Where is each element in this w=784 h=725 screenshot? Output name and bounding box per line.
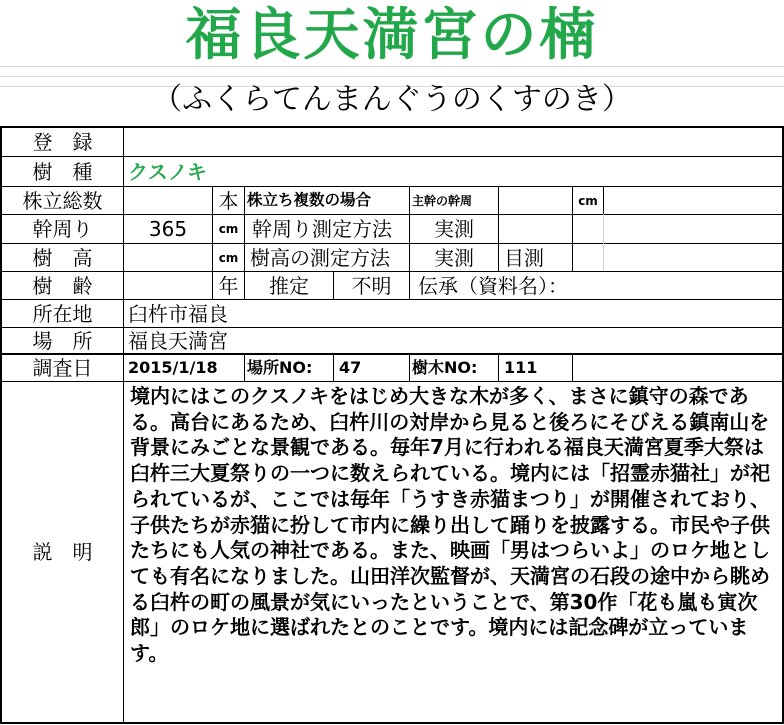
girth-unit: cm [218,222,239,236]
height-unit: cm [218,250,239,265]
tree-no-label: 樹木NO: [412,358,478,377]
label-address: 所在地 [32,301,93,326]
label-girth: 幹周り [32,217,93,241]
place-value[interactable]: 福良天満宮 [128,328,228,353]
page-subtitle: （ふくらてんまんぐうのくすのき） [152,82,632,117]
count-value[interactable] [124,187,212,214]
age-unit: 年 [218,273,239,298]
age-estimate[interactable]: 推定 [269,273,309,298]
label-age: 樹 齢 [32,273,93,298]
address-value[interactable]: 臼杵市福良 [128,301,228,326]
girth-value[interactable]: 365 [148,217,188,241]
main-girth-label: 主幹の幹周 [412,193,473,208]
height-method-label: 樹高の測定方法 [250,245,390,270]
count-unit: 本 [218,188,239,213]
label-description: 説 明 [32,540,93,564]
tree-no-value[interactable]: 111 [504,358,538,377]
girth-method-value[interactable]: 実測 [434,217,474,241]
height-method-estimated[interactable]: 目測 [504,245,544,270]
species-value[interactable]: クスノキ [128,159,207,184]
multi-stem-label: 株立ち複数の場合 [247,190,372,209]
age-legend-source: 伝承（資料名）： [418,273,568,298]
label-species: 樹 種 [32,159,93,184]
age-unknown[interactable]: 不明 [351,273,392,298]
height-method-measured[interactable]: 実測 [434,245,474,270]
height-value[interactable] [124,244,212,271]
label-count: 株立総数 [22,188,103,213]
survey-date-value[interactable]: 2015/1/18 [128,358,218,377]
description-text[interactable]: 境内にはこのクスノキをはじめ大きな木が多く、まさに鎮守の森である。高台にあるため、臼杵川の対岸から見ると後ろにそびえる鎮南山を背景にみごとな景観である。毎年7月に行われる福良天満宮夏季大祭は臼杵三大夏祭りの一つに数えられている。境内には「招霊赤猫社」が祀られているが、ここでは毎年「うすき赤猫まつり」が開催されており、子供たちが赤猫に扮して市内に繰り出して踊りを披露する。市民や子供たちにも人気の神社である。また、映画「男はつらいよ」のロケ地としても有名になりました。山田洋次監督が、天満宮の石段の途中から眺める臼杵の町の風景が気にいったということで、第30作「花も嵐も寅次郎」のロケ地に選ばれたとのことです。境内には記念碑が立っています。 [130,384,770,666]
label-registration: 登 録 [32,130,93,154]
main-girth-unit: cm [578,193,598,208]
site-no-value[interactable]: 47 [339,358,362,377]
page-title: 福良天満宮の楠 [185,3,599,68]
label-height: 樹 高 [32,245,93,270]
label-survey-date: 調査日 [32,356,93,380]
label-place: 場 所 [32,328,93,353]
registration-value[interactable] [124,128,782,156]
main-girth-value[interactable] [499,187,572,214]
girth-method-label: 幹周り測定方法 [252,217,392,241]
site-no-label: 場所NO: [247,358,313,377]
